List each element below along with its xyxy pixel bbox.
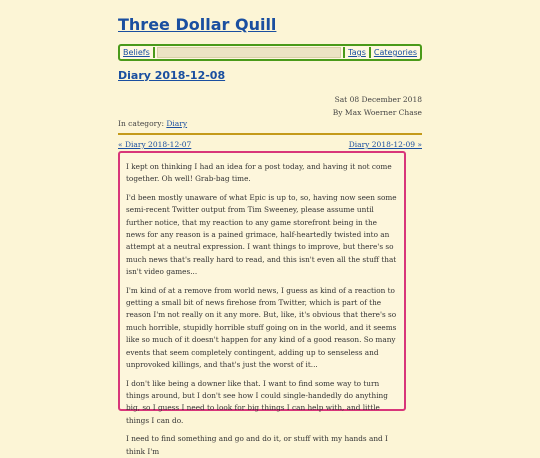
post-title-link[interactable]: Diary 2018-12-08 xyxy=(118,69,226,82)
divider xyxy=(118,133,422,135)
category-link[interactable]: Diary xyxy=(166,119,188,128)
next-post-link[interactable]: Diary 2018-12-09 » xyxy=(348,140,422,149)
nav-divider xyxy=(153,47,155,58)
site-title-link[interactable]: Three Dollar Quill xyxy=(118,15,277,34)
post-author: By Max Woerner Chase xyxy=(332,108,422,117)
paragraph: I'm kind of at a remove from world news, I guess as kind of a reaction to getting a small bit of news firehose from Twitter, which is part of the reason I'm not really on it any more. But, like, it's obvious that there's so much horrible, stupidly horrible stuff going on in the world, and it seems like so much of it doesn't happen for any kind of a good reason. So many events that seem completely contingent, adding up to senseless and unprovoked killings, and that's just the worst of it... xyxy=(126,285,397,370)
paragraph: I need to find something and go and do it, or stuff with my hands and I think I'm xyxy=(126,434,388,456)
post-body xyxy=(118,151,406,456)
category-label: In category: xyxy=(118,119,164,128)
paragraph: I don't like being a downer like that. I want to find some way to turn things around, but I don't see how I could single-handedly do anything big, so I guess I need to look for big things I can help with, and little things I can do. xyxy=(126,378,388,425)
paragraph: I kept on thinking I had an idea for a post today, and having it not come together. Oh well! Grab-bag time. xyxy=(126,162,392,184)
nav-tags-link[interactable]: Tags xyxy=(348,48,366,57)
paragraph: I'd been mostly unaware of what Epic is up to, so, having now seen some semi-recent Twitter output from Tim Sweeney, please assume until further notice, that my reaction to any game storefront being in the news for any reason is a pained grimace, half-heartedly twisted into an attempt at a neutral expression. I want things to improve, but there's so much news that's really hard to read, and this isn't even all the stuff that isn't video games... xyxy=(126,192,397,277)
post-category xyxy=(118,119,187,128)
post-date: Sat 08 December 2018 xyxy=(334,95,422,104)
prev-post-link[interactable]: « Diary 2018-12-07 xyxy=(118,140,192,149)
nav-bar xyxy=(118,44,422,61)
nav-categories-link[interactable]: Categories xyxy=(373,48,417,57)
nav-beliefs-link[interactable]: Beliefs xyxy=(123,48,150,57)
search-input[interactable] xyxy=(157,47,341,58)
